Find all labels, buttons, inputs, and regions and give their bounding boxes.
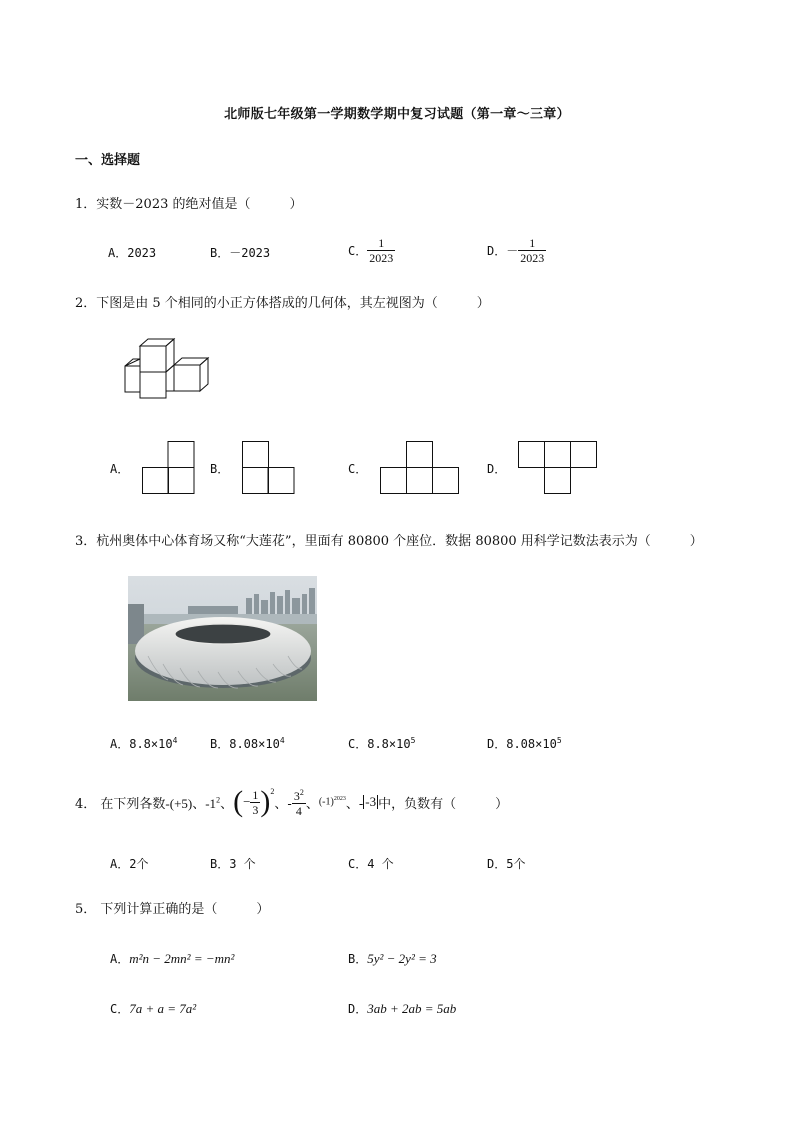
section-heading: 一、选择题	[75, 153, 141, 168]
q1-option-d-fraction: $\frac{1}{2023}$	[520, 236, 545, 265]
q4-option-d[interactable]: D．5个	[487, 857, 526, 871]
q1-option-d-label: D．－	[487, 244, 519, 258]
q3-option-b[interactable]	[210, 735, 285, 752]
q4-sep-2: 、-	[274, 796, 292, 812]
q1-option-c-label: C．	[348, 244, 368, 258]
q3-option-c-text: C．8.8×10	[348, 737, 411, 751]
q5-option-a[interactable]	[110, 948, 234, 967]
q1-option-b[interactable]: B．－2023	[210, 246, 271, 260]
question-4-stem	[75, 786, 508, 818]
q3-option-d-text: D．8.08×10	[487, 737, 557, 751]
q5-option-a-label: A．	[110, 952, 130, 966]
q2-option-d-label[interactable]: D．	[487, 462, 507, 476]
question-3-stem: 3．杭州奥体中心体育场又称“大莲花”，里面有 80800 个座位．数据 80800 用科学记数法表示为（ ）	[75, 534, 703, 549]
q4-sep-4: 、-	[345, 796, 364, 812]
q3-option-a[interactable]	[110, 735, 177, 752]
q3-option-c-exponent: 5	[410, 736, 416, 745]
q4-option-c[interactable]: C．4 个	[348, 857, 394, 871]
q5-option-b-expression: 5y² − 2y² = 3	[367, 951, 437, 966]
q5-option-b[interactable]	[348, 948, 437, 967]
q2-option-b-label[interactable]: B．	[210, 462, 230, 476]
q4-option-a[interactable]: A．2个	[110, 857, 149, 871]
q4-term-2: ( − $\frac{1}{3}$ ) $^2$	[233, 785, 275, 818]
q5-option-d[interactable]	[348, 998, 456, 1017]
question-1-stem: 1．实数－2023 的绝对值是（ ）	[75, 197, 303, 212]
q5-option-c[interactable]	[110, 998, 196, 1017]
q4-term-5: -3	[365, 794, 377, 809]
q1-option-d[interactable]	[487, 236, 546, 265]
question-2-stem: 2．下图是由 5 个相同的小正方体搭成的几何体，其左视图为（ ）	[75, 296, 490, 311]
q3-option-a-exponent: 4	[172, 736, 178, 745]
q4-sep-1: 、	[220, 796, 234, 812]
stadium-photo	[128, 576, 317, 701]
q4-lead: 4． 在下列各数	[75, 796, 166, 812]
q5-option-d-expression: 3ab + 2ab = 5ab	[367, 1001, 457, 1016]
q4-tail: 中，负数有（ ）	[378, 796, 509, 812]
q3-option-a-text: A．8.8×10	[110, 737, 173, 751]
q2-option-c-label[interactable]: C．	[348, 462, 368, 476]
q1-option-c[interactable]	[348, 236, 395, 265]
question-5-stem: 5． 下列计算正确的是（ ）	[75, 902, 270, 917]
q3-option-b-exponent: 4	[279, 736, 285, 745]
q5-option-c-label: C．	[110, 1002, 130, 1016]
q2-option-a-label[interactable]: A．	[110, 462, 130, 476]
q4-term-1: -(+5)、$-1^2$	[165, 795, 221, 811]
q3-option-b-text: B．8.08×10	[210, 737, 280, 751]
q4-option-b[interactable]: B．3 个	[210, 857, 256, 871]
q5-option-a-expression: m²n − 2mn² = −mn²	[129, 951, 235, 966]
q2-option-d-figure[interactable]	[518, 441, 600, 495]
q3-option-c[interactable]	[348, 735, 415, 752]
q1-option-a[interactable]: A．2023	[108, 246, 157, 260]
q5-option-c-expression: 7a + a = 7a²	[129, 1001, 197, 1016]
q3-option-d[interactable]	[487, 735, 562, 752]
q5-option-d-label: D．	[348, 1002, 368, 1016]
q2-option-a-figure[interactable]	[142, 441, 196, 495]
q2-option-b-figure[interactable]	[242, 441, 296, 495]
q4-sep-3: 、	[305, 796, 319, 812]
page-title: 北师版七年级第一学期数学期中复习试题（第一章～三章）	[224, 107, 570, 122]
cube-stack-figure	[120, 336, 220, 406]
q4-term-3: $\frac{3^2}{4}$	[293, 788, 304, 818]
q3-option-d-exponent: 5	[556, 736, 562, 745]
q4-term-4: $(-1)^{2023}$	[318, 796, 346, 808]
q5-option-b-label: B．	[348, 952, 368, 966]
q1-option-c-fraction: $\frac{1}{2023}$	[369, 236, 394, 265]
q2-option-c-figure[interactable]	[380, 441, 460, 495]
